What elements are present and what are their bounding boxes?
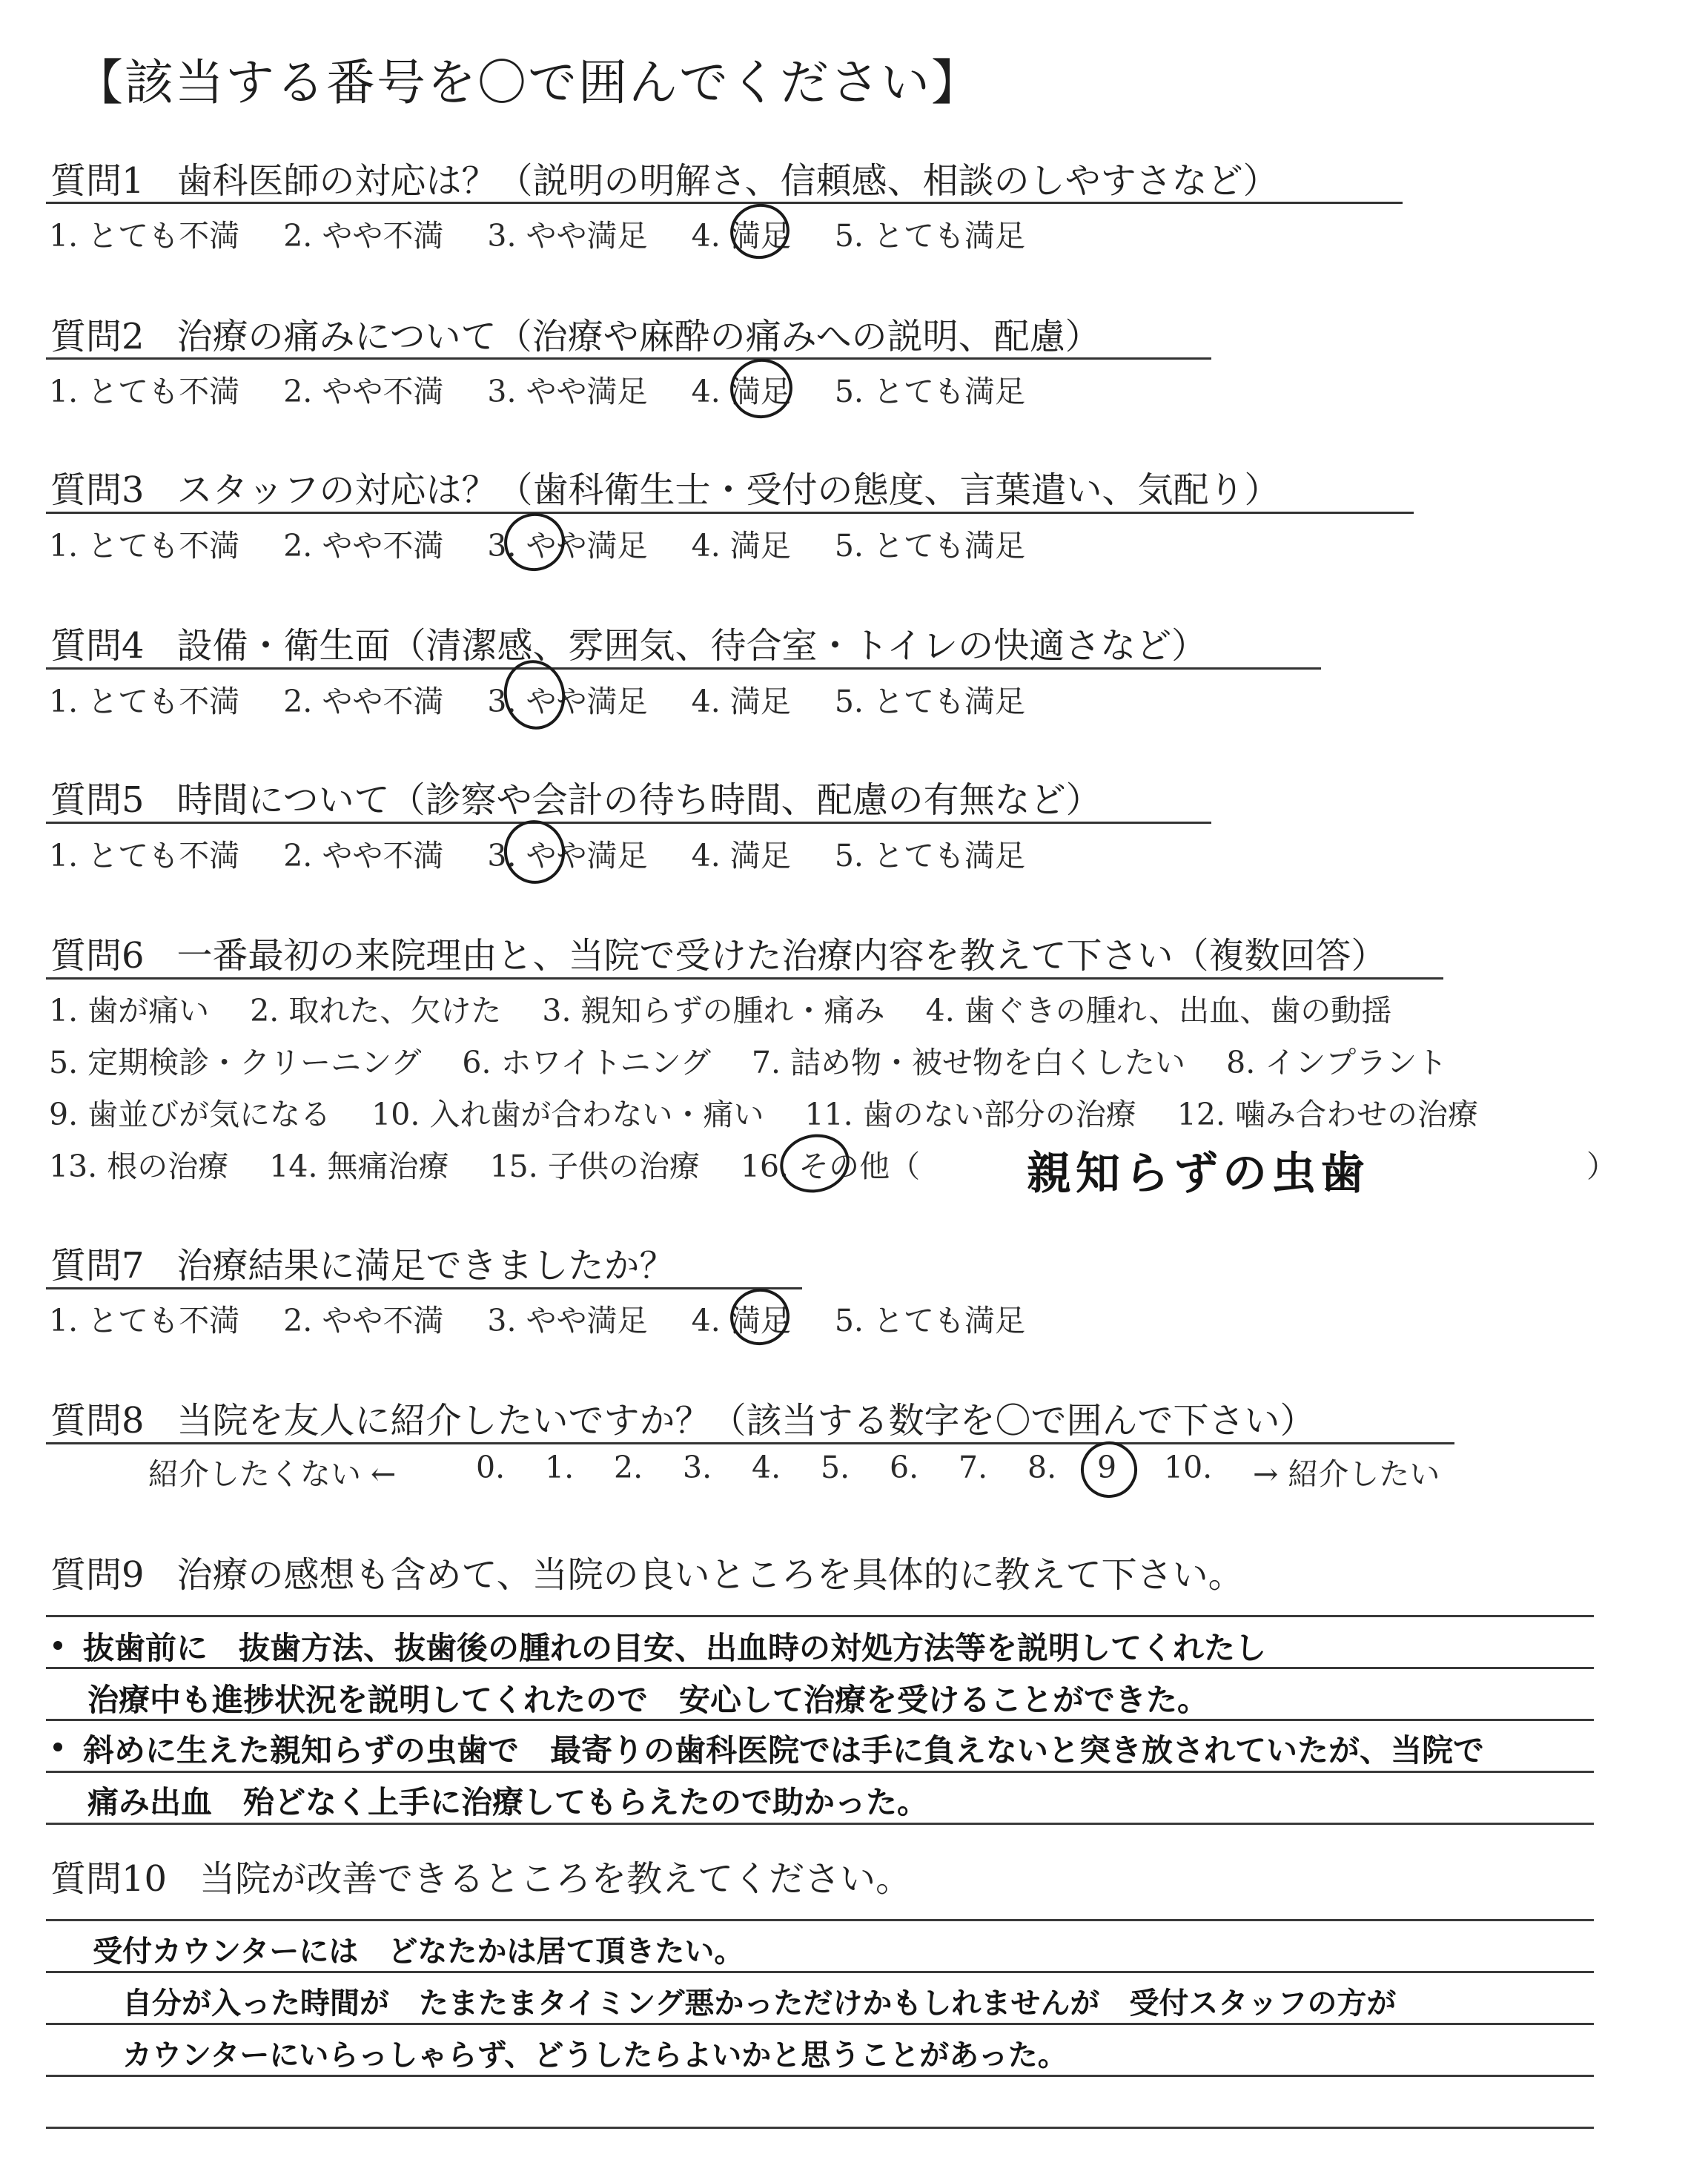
- question-6-underline: [46, 977, 1443, 980]
- question-7-options: [49, 1296, 1059, 1340]
- question-1-number: 質問1: [50, 160, 145, 202]
- question-2-options: [49, 367, 1059, 411]
- question-5: [50, 771, 1102, 822]
- question-5-text: 時間について（診察や会計の待ち時間、配慮の有無など）: [176, 779, 1102, 821]
- question-3-number: 質問3: [50, 469, 145, 511]
- question-1-text: 歯科医師の対応は？（説明の明解さ、信頼感、相談のしやすさなど）: [176, 160, 1279, 202]
- q3-option-1[interactable]: 1. とても不満: [49, 528, 240, 564]
- q6-option-11[interactable]: 11. 歯のない部分の治療: [804, 1097, 1136, 1132]
- q10-writing-line-1: [46, 1919, 1594, 1921]
- q4-option-5[interactable]: 5. とても満足: [834, 684, 1025, 719]
- q7-option-2[interactable]: 2. やや不満: [283, 1303, 444, 1338]
- q2-option-1[interactable]: 1. とても不満: [49, 374, 240, 409]
- question-8-text: 当院を友人に紹介したいですか？（該当する数字を〇で囲んで下さい）: [176, 1400, 1316, 1441]
- scale-10[interactable]: 10.: [1164, 1450, 1213, 1485]
- instruction-heading: 【該当する番号を〇で囲んでください】: [74, 54, 982, 111]
- scale-7[interactable]: 7.: [959, 1450, 988, 1485]
- q3-option-4[interactable]: 4. 満足: [691, 528, 791, 564]
- question-4-underline: [46, 667, 1321, 670]
- q6-option-7[interactable]: 7. 詰め物・被せ物を白くしたい: [751, 1045, 1186, 1080]
- q6-option-13[interactable]: 13. 根の治療: [49, 1149, 229, 1184]
- question-7-underline: [46, 1287, 802, 1289]
- question-7: [50, 1237, 675, 1288]
- question-3-underline: [46, 512, 1414, 514]
- question-10-number: 質問10: [50, 1858, 168, 1900]
- question-6-text: 一番最初の来院理由と、当院で受けた治療内容を教えて下さい（複数回答）: [176, 935, 1387, 977]
- question-6: [50, 927, 1387, 978]
- scale-1[interactable]: 1.: [545, 1450, 575, 1485]
- q2-option-3[interactable]: 3. やや満足: [487, 374, 648, 409]
- question-8-number: 質問8: [50, 1400, 145, 1441]
- q10-answer-line-2: 自分が入った時間が たまたまタイミング悪かっただけかもしれませんが 受付スタッフの方が: [122, 1986, 1397, 2021]
- q6-option-8[interactable]: 8. インプラント: [1226, 1045, 1448, 1080]
- question-3-text: スタッフの対応は？（歯科衛生士・受付の態度、言葉遣い、気配り）: [176, 469, 1280, 511]
- q4-option-2[interactable]: 2. やや不満: [283, 684, 444, 719]
- q2-option-4[interactable]: 4. 満足: [691, 374, 791, 409]
- question-4-text: 設備・衛生面（清潔感、雰囲気、待合室・トイレの快適さなど）: [176, 625, 1208, 667]
- q9-writing-line-5: [46, 1823, 1594, 1825]
- q3-option-3[interactable]: 3. やや満足: [487, 528, 648, 564]
- scale-9[interactable]: 9: [1097, 1450, 1117, 1485]
- q10-writing-line-2: [46, 1971, 1594, 1973]
- question-10-text: 当院が改善できるところを教えてください。: [199, 1858, 912, 1900]
- question-9: [50, 1546, 1244, 1597]
- scale-left-label: 紹介したくない ←: [148, 1456, 397, 1492]
- q6-option-12[interactable]: 12. 噛み合わせの治療: [1176, 1097, 1479, 1132]
- q10-writing-line-5: [46, 2127, 1594, 2129]
- q9-bullet-1: [53, 1641, 62, 1650]
- scale-6[interactable]: 6.: [890, 1450, 919, 1485]
- q6-option-5[interactable]: 5. 定期検診・クリーニング: [49, 1045, 422, 1080]
- q5-option-2[interactable]: 2. やや不満: [283, 838, 444, 873]
- q2-answer-circle: [725, 353, 798, 424]
- q7-option-3[interactable]: 3. やや満足: [487, 1303, 648, 1338]
- question-7-number: 質問7: [50, 1245, 145, 1287]
- q9-answer-line-2: 治療中も進捗状況を説明してくれたので 安心して治療を受けることができた。: [87, 1682, 1209, 1718]
- q7-option-4[interactable]: 4. 満足: [691, 1303, 791, 1338]
- q5-answer-circle: [498, 814, 571, 889]
- question-8: [50, 1392, 1316, 1443]
- q6-option-16[interactable]: 16. その他（: [740, 1149, 921, 1184]
- q2-option-2[interactable]: 2. やや不満: [283, 374, 444, 409]
- q9-bullet-2: [53, 1743, 62, 1751]
- question-3: [50, 461, 1280, 512]
- q6-option-6[interactable]: 6. ホワイトニング: [462, 1045, 711, 1080]
- question-10: [50, 1850, 911, 1901]
- scale-2[interactable]: 2.: [614, 1450, 643, 1485]
- scale-0[interactable]: 0.: [476, 1450, 506, 1485]
- scale-right-label: → 紹介したい: [1253, 1456, 1440, 1492]
- q6-option-4[interactable]: 4. 歯ぐきの腫れ、出血、歯の動揺: [925, 993, 1392, 1028]
- q9-answer-line-3: 斜めに生えた親知らずの虫歯で 最寄りの歯科医院では手に負えないと突き放されていたが、当院で: [83, 1732, 1485, 1768]
- q9-answer-line-4: 痛み出血 殆どなく上手に治療してもらえたので助かった。: [87, 1784, 929, 1820]
- q6-options-row-1: [49, 986, 1423, 1030]
- question-1: [50, 152, 1279, 203]
- q6-option-2[interactable]: 2. 取れた、欠けた: [250, 993, 502, 1028]
- question-4-number: 質問4: [50, 625, 145, 667]
- question-6-number: 質問6: [50, 935, 145, 977]
- q8-answer-circle: [1076, 1436, 1142, 1503]
- scale-3[interactable]: 3.: [683, 1450, 712, 1485]
- question-1-underline: [46, 202, 1403, 204]
- question-2-number: 質問2: [50, 316, 145, 357]
- q1-option-4[interactable]: 4. 満足: [691, 218, 791, 254]
- q10-writing-line-3: [46, 2023, 1594, 2025]
- q6-options-row-2: [49, 1038, 1478, 1082]
- question-2: [50, 308, 1101, 359]
- q3-answer-circle: [499, 507, 570, 576]
- scale-4[interactable]: 4.: [752, 1450, 781, 1485]
- q5-option-1[interactable]: 1. とても不満: [49, 838, 240, 873]
- q5-option-3[interactable]: 3. やや満足: [487, 838, 648, 873]
- scale-8[interactable]: 8.: [1027, 1450, 1057, 1485]
- q6-other-answer: 親知らずの虫歯: [1027, 1148, 1369, 1200]
- scale-5[interactable]: 5.: [821, 1450, 850, 1485]
- q6-options-row-3: [49, 1090, 1509, 1134]
- q6-option-9[interactable]: 9. 歯並びが気になる: [49, 1097, 331, 1132]
- question-5-underline: [46, 822, 1211, 824]
- question-5-number: 質問5: [50, 779, 145, 821]
- q5-option-5[interactable]: 5. とても満足: [834, 838, 1025, 873]
- question-2-underline: [46, 357, 1211, 360]
- q4-option-4[interactable]: 4. 満足: [691, 684, 791, 719]
- question-9-text: 治療の感想も含めて、当院の良いところを具体的に教えて下さい。: [176, 1554, 1244, 1596]
- q6-option-1[interactable]: 1. 歯が痛い: [49, 993, 210, 1028]
- q1-option-5[interactable]: 5. とても満足: [834, 218, 1025, 254]
- question-8-underline: [46, 1442, 1454, 1444]
- question-4: [50, 617, 1207, 668]
- q6-option-10[interactable]: 10. 入れ歯が合わない・痛い: [371, 1097, 764, 1132]
- q1-option-1[interactable]: 1. とても不満: [49, 218, 240, 254]
- q10-answer-line-3: カウンターにいらっしゃらず、どうしたらよいかと思うことがあった。: [122, 2038, 1068, 2073]
- question-1-options: [49, 211, 1059, 255]
- q4-option-3[interactable]: 3. やや満足: [487, 684, 648, 719]
- question-9-number: 質問9: [50, 1554, 145, 1596]
- q7-option-5[interactable]: 5. とても満足: [834, 1303, 1025, 1338]
- q7-option-1[interactable]: 1. とても不満: [49, 1303, 240, 1338]
- q6-other-close-paren: ）: [1586, 1149, 1617, 1184]
- q9-answer-line-1: 抜歯前に 抜歯方法、抜歯後の腫れの目安、出血時の対処方法等を説明してくれたし: [83, 1630, 1267, 1666]
- q9-writing-line-4: [46, 1771, 1594, 1773]
- q7-answer-circle: [725, 1284, 795, 1351]
- q10-writing-line-4: [46, 2075, 1594, 2077]
- q4-option-1[interactable]: 1. とても不満: [49, 684, 240, 719]
- q2-option-5[interactable]: 5. とても満足: [834, 374, 1025, 409]
- q6-answer-circle: [775, 1128, 855, 1199]
- q1-option-2[interactable]: 2. やや不満: [283, 218, 444, 254]
- q10-answer-line-1: 受付カウンターには どなたかは居て頂きたい。: [93, 1935, 744, 1969]
- q6-option-15[interactable]: 15. 子供の治療: [489, 1149, 700, 1184]
- q1-option-3[interactable]: 3. やや満足: [487, 218, 648, 254]
- q6-option-14[interactable]: 14. 無痛治療: [269, 1149, 449, 1184]
- q5-option-4[interactable]: 4. 満足: [691, 838, 791, 873]
- q3-option-2[interactable]: 2. やや不満: [283, 528, 444, 564]
- q6-option-3[interactable]: 3. 親知らずの腫れ・痛み: [542, 993, 885, 1028]
- question-2-text: 治療の痛みについて（治療や麻酔の痛みへの説明、配慮）: [176, 316, 1101, 357]
- question-7-text: 治療結果に満足できましたか？: [176, 1245, 675, 1287]
- q9-writing-line-1: [46, 1615, 1594, 1617]
- q3-option-5[interactable]: 5. とても満足: [834, 528, 1025, 564]
